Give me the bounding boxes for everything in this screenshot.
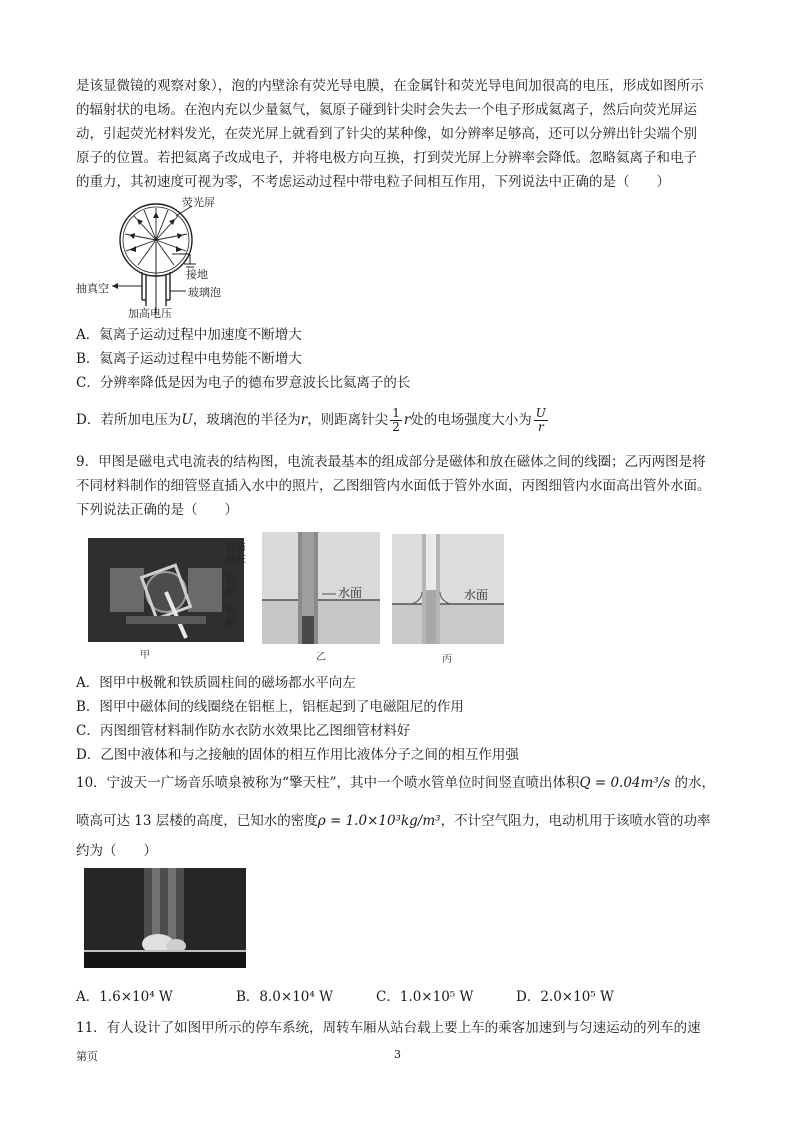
footer-page-number: 3 [394, 1048, 401, 1061]
question-11-stem: 11．有人设计了如图甲所示的停车系统，周转车厢从站台载上要上车的乘客加速到与匀速运动的列车的速 [76, 1020, 701, 1036]
caption-bing: 丙 [442, 654, 452, 665]
fraction-denominator: 2 [392, 420, 400, 434]
photo-bing-tube [392, 534, 504, 644]
question-9-stem [76, 450, 724, 522]
label-cylinder: 圆柱 [226, 554, 246, 565]
fountain-image [84, 868, 246, 968]
q10-formula-density: ρ = 1.0×10³kg/m³ [317, 813, 441, 829]
caption-yi: 乙 [316, 652, 326, 663]
jia-label-column [226, 542, 246, 630]
label-glass-bulb: 玻璃泡 [188, 286, 221, 299]
label-shoe: 靴 [226, 618, 236, 629]
option-d [76, 402, 724, 438]
label-ground: 接地 [186, 268, 208, 281]
stem-line: 是该显微镜的观察对象），泡的内壁涂有荧光导电膜，在金属针和荧光导电间加很高的电压，形成如图所示 [76, 78, 704, 94]
photo-fountain [84, 868, 246, 968]
fraction-numerator: 1 [392, 406, 400, 420]
stem-line: 动，引起荧光材料发光，在荧光屏上就看到了针尖的某种像，如分辨率足够高，还可以分辨出针尖端个别 [76, 126, 697, 142]
label-frame: 框 [226, 586, 236, 597]
question-10-options [76, 984, 724, 1010]
galvanometer-image [88, 538, 244, 642]
q10-formula-flow: Q = 0.04m³/s [579, 775, 671, 791]
option-d: D．2.0×10⁵ W [516, 989, 614, 1005]
option-a: A．1.6×10⁴ W [76, 989, 173, 1005]
var-r: r [403, 412, 411, 428]
question-10-line-2 [76, 808, 724, 834]
fraction-u-over-r [534, 407, 548, 434]
option-d-text: D．若所加电压为 [76, 412, 182, 428]
option-b: B．8.0×10⁴ W [236, 989, 333, 1005]
option-a: A．图甲中极靴和铁质圆柱间的磁场都水平向左 [76, 675, 356, 691]
photo-jia-galvanometer [88, 538, 244, 642]
q10-text: 的水， [670, 775, 715, 791]
option-d-text: ，则距离针尖 [307, 412, 389, 428]
option-c: C．1.0×10⁵ W [376, 989, 474, 1005]
label-high-voltage: 加高电压 [128, 307, 172, 320]
option-d-text: 处的电场强度大小为 [410, 412, 532, 428]
option-c: C．分辨率降低是因为电子的德布罗意波长比氦离子的长 [76, 375, 411, 391]
label-aluminum: 铝 [226, 574, 236, 585]
fraction-numerator: U [535, 406, 546, 420]
option-d-text: ，玻璃泡的半径为 [192, 412, 301, 428]
option-d: D．乙图中液体和与之接触的固体的相互作用比液体分子之间的相互作用强 [76, 747, 519, 763]
water-surface-label-bing: 水面 [464, 588, 489, 602]
var-u: U [181, 412, 193, 428]
option-b: B．氦离子运动过程中电势能不断增大 [76, 351, 302, 367]
var-r: r [300, 412, 308, 428]
fraction-half [390, 407, 402, 434]
q10-text: 10．宁波天一广场音乐喷泉被称为“擎天柱”，其中一个喷水管单位时间竖直喷出体积 [76, 775, 580, 791]
caption-jia: 甲 [140, 650, 150, 661]
fraction-denominator: r [537, 420, 544, 434]
label-iron: 铁质 [226, 542, 246, 553]
stem-line: 的重力，其初速度可视为零，不考虑运动过程中带电粒子间相互作用，下列说法中正确的是（ ） [76, 174, 670, 190]
option-c: C．丙图细管材料制作防水衣防水效果比乙图细管材料好 [76, 723, 411, 739]
stem-line: 的辐射状的电场。在泡内充以少量氦气，氦原子碰到针尖时会失去一个电子形成氦离子，然后向荧光屏运 [76, 102, 697, 118]
water-surface-label-yi: 水面 [338, 586, 363, 600]
label-fluorescent-screen: 荧光屏 [182, 196, 215, 209]
label-pole: 极 [226, 606, 236, 617]
footer-page-label: 第页 [76, 1050, 98, 1063]
q10-text: ，不计空气阻力，电动机用于该喷水管的功率 [440, 813, 711, 829]
label-vacuum: 抽真空 [76, 282, 109, 295]
microscope-diagram [76, 196, 256, 321]
q10-text: 喷高可达 13 层楼的高度，已知水的密度 [76, 813, 318, 829]
option-a: A．氦离子运动过程中加速度不断增大 [76, 327, 302, 343]
stem-line: 下列说法正确的是（ ） [76, 502, 238, 518]
field-ion-microscope-figure [76, 196, 256, 321]
photo-yi-tube [262, 532, 380, 644]
stem-line: 原子的位置。若把氦离子改成电子，并将电极方向互换，打到荧光屏上分辨率会降低。忽略氦离子和电子 [76, 150, 697, 166]
tube-yi-image [262, 532, 380, 644]
stem-line: 9．甲图是磁电式电流表的结构图，电流表最基本的组成部分是磁体和放在磁体之间的线圈；乙丙两图是将 [76, 454, 706, 470]
question-8-stem [76, 74, 724, 194]
question-10-line-1 [76, 770, 724, 796]
option-b: B．图甲中磁体间的线圈绕在铝框上，铝框起到了电磁阻尼的作用 [76, 699, 464, 715]
stem-line: 不同材料制作的细管竖直插入水中的照片，乙图细管内水面低于管外水面，丙图细管内水面高出管外水面。 [76, 478, 711, 494]
question-10-line-3: 约为（ ） [76, 843, 157, 859]
